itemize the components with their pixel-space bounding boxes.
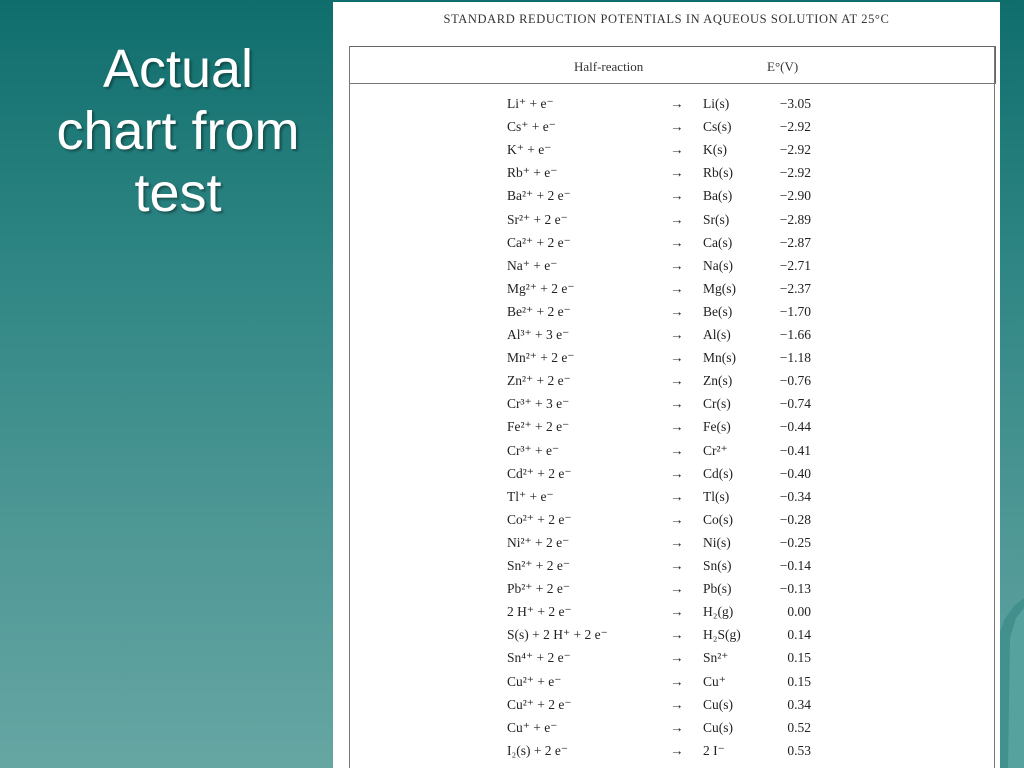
- arrow-cell: →: [670, 442, 684, 458]
- product-cell: Sn(s): [703, 558, 732, 573]
- potential-cell: −2.37: [779, 280, 811, 296]
- table-row: [333, 720, 1000, 743]
- slide-title: [18, 38, 338, 224]
- product-cell: Co(s): [703, 511, 733, 527]
- potential-cell: −0.74: [779, 396, 811, 412]
- title-line-1: Actual: [102, 39, 254, 99]
- potential-cell: −2.87: [779, 234, 811, 250]
- potential-cell: 0.14: [787, 627, 811, 643]
- table-row: [333, 650, 1000, 673]
- product-cell: Cu(s): [703, 719, 733, 735]
- arrow-cell: →: [670, 696, 684, 712]
- potential-cell: −0.14: [779, 558, 811, 573]
- reactant-cell: Mg²⁺ + 2 e⁻: [507, 280, 575, 296]
- potential-cell: −0.28: [779, 511, 811, 527]
- reactant-cell: Al³⁺ + 3 e⁻: [507, 327, 570, 342]
- table-row: [333, 697, 1000, 720]
- product-cell: Cu⁺: [703, 673, 726, 689]
- table-row: [333, 535, 1000, 558]
- arrow-cell: →: [670, 581, 684, 597]
- potential-cell: −2.92: [779, 119, 811, 135]
- table-row: [333, 258, 1000, 281]
- title-line-3: test: [134, 163, 222, 223]
- reactant-cell: Cs⁺ + e⁻: [507, 119, 556, 135]
- potential-cell: −0.25: [779, 534, 811, 550]
- corner-decoration: [996, 598, 1024, 768]
- potential-cell: −0.34: [779, 488, 811, 504]
- arrow-cell: →: [670, 650, 684, 666]
- reactant-cell: Be²⁺ + 2 e⁻: [507, 303, 571, 319]
- arrow-cell: →: [670, 719, 684, 735]
- table-row: [333, 350, 1000, 373]
- product-cell: Zn(s): [703, 373, 733, 389]
- arrow-cell: →: [670, 188, 684, 204]
- table-row: [333, 466, 1000, 489]
- product-cell: Cs(s): [703, 119, 732, 135]
- table-row: [333, 327, 1000, 350]
- arrow-cell: →: [670, 142, 684, 158]
- product-cell: Mn(s): [703, 350, 736, 366]
- reactant-cell: Sn²⁺ + 2 e⁻: [507, 558, 571, 573]
- arrow-cell: →: [670, 373, 684, 389]
- reactant-cell: Ca²⁺ + 2 e⁻: [507, 234, 571, 250]
- table-header-frame: [349, 46, 996, 84]
- arrow-cell: →: [670, 119, 684, 135]
- table-row: [333, 235, 1000, 258]
- arrow-cell: →: [670, 96, 684, 111]
- arrow-cell: →: [670, 165, 684, 181]
- product-cell: 2 I⁻: [703, 742, 725, 758]
- arrow-cell: →: [670, 211, 684, 227]
- potential-cell: −0.40: [779, 465, 811, 481]
- reactant-cell: Cu²⁺ + 2 e⁻: [507, 696, 572, 712]
- header-potential: E°(V): [767, 59, 799, 74]
- product-cell: H₂S(g): [703, 627, 741, 643]
- reactant-cell: I₂(s) + 2 e⁻: [507, 742, 569, 758]
- arrow-cell: →: [670, 534, 684, 550]
- reactant-cell: Sn⁴⁺ + 2 e⁻: [507, 650, 571, 666]
- potential-cell: −3.05: [779, 96, 811, 111]
- product-cell: Cr(s): [703, 396, 731, 412]
- scanned-table-image: [333, 2, 1000, 768]
- reactant-cell: Li⁺ + e⁻: [507, 96, 554, 111]
- table-row: [333, 558, 1000, 581]
- table-row: [333, 581, 1000, 604]
- product-cell: Ca(s): [703, 234, 733, 250]
- table-row: [333, 489, 1000, 512]
- product-cell: Ba(s): [703, 188, 733, 204]
- reactant-cell: Pb²⁺ + 2 e⁻: [507, 581, 571, 597]
- potential-cell: 0.53: [787, 742, 811, 758]
- arrow-cell: →: [670, 673, 684, 689]
- reactant-cell: Cr³⁺ + 3 e⁻: [507, 396, 570, 412]
- potential-cell: −0.76: [779, 373, 811, 389]
- arrow-cell: →: [670, 327, 684, 342]
- reactant-cell: Na⁺ + e⁻: [507, 257, 558, 273]
- product-cell: Sn²⁺: [703, 650, 729, 666]
- product-cell: Al(s): [703, 327, 731, 342]
- product-cell: Cr²⁺: [703, 442, 728, 458]
- reactant-cell: Ba²⁺ + 2 e⁻: [507, 188, 571, 204]
- product-cell: Na(s): [703, 257, 733, 273]
- reactant-cell: S(s) + 2 H⁺ + 2 e⁻: [507, 627, 608, 643]
- potential-cell: −1.18: [779, 350, 811, 366]
- reactant-cell: Rb⁺ + e⁻: [507, 165, 558, 181]
- reactant-cell: Tl⁺ + e⁻: [507, 488, 554, 504]
- arrow-cell: →: [670, 350, 684, 366]
- table-row: [333, 396, 1000, 419]
- product-cell: Li(s): [703, 96, 730, 111]
- product-cell: Fe(s): [703, 419, 731, 435]
- reactant-cell: Ni²⁺ + 2 e⁻: [507, 534, 570, 550]
- title-line-2: chart from: [56, 101, 300, 161]
- potential-cell: −0.41: [779, 442, 811, 458]
- potential-cell: 0.52: [787, 719, 811, 735]
- arrow-cell: →: [670, 257, 684, 273]
- potential-cell: 0.34: [787, 696, 811, 712]
- potential-cell: −0.13: [779, 581, 811, 597]
- arrow-cell: →: [670, 280, 684, 296]
- potential-cell: −2.89: [779, 211, 811, 227]
- product-cell: Cd(s): [703, 465, 733, 481]
- arrow-cell: →: [670, 604, 684, 620]
- product-cell: Pb(s): [703, 581, 732, 597]
- header-half-reaction: Half-reaction: [574, 59, 644, 74]
- potential-cell: −2.90: [779, 188, 811, 204]
- table-row: [333, 512, 1000, 535]
- reactant-cell: Cu⁺ + e⁻: [507, 719, 558, 735]
- reactant-cell: 2 H⁺ + 2 e⁻: [507, 604, 572, 620]
- product-cell: Mg(s): [703, 280, 736, 296]
- potential-cell: 0.15: [787, 650, 811, 666]
- arrow-cell: →: [670, 488, 684, 504]
- reactant-cell: Zn²⁺ + 2 e⁻: [507, 373, 571, 389]
- table-title: STANDARD REDUCTION POTENTIALS IN AQUEOUS SOLUTION AT 25°C: [443, 12, 890, 26]
- product-cell: Be(s): [703, 303, 733, 319]
- table-row: [333, 188, 1000, 211]
- table-row: [333, 304, 1000, 327]
- arrow-cell: →: [670, 234, 684, 250]
- reactant-cell: Cu²⁺ + e⁻: [507, 673, 562, 689]
- table-row: [333, 96, 1000, 119]
- potential-cell: −2.71: [779, 257, 811, 273]
- reactant-cell: Mn²⁺ + 2 e⁻: [507, 350, 575, 366]
- table-row: [333, 281, 1000, 304]
- arrow-cell: →: [670, 419, 684, 435]
- product-cell: Sr(s): [703, 211, 730, 227]
- product-cell: K(s): [703, 142, 727, 158]
- product-cell: Rb(s): [703, 165, 733, 181]
- arrow-cell: →: [670, 465, 684, 481]
- table-row: [333, 373, 1000, 396]
- potential-cell: −0.44: [779, 419, 811, 435]
- reactant-cell: Fe²⁺ + 2 e⁻: [507, 419, 570, 435]
- potential-cell: −1.66: [779, 327, 811, 342]
- table-row: [333, 212, 1000, 235]
- arrow-cell: →: [670, 627, 684, 643]
- arrow-cell: →: [670, 303, 684, 319]
- reactant-cell: Sr²⁺ + 2 e⁻: [507, 211, 568, 227]
- arrow-cell: →: [670, 511, 684, 527]
- potential-cell: 0.15: [787, 673, 811, 689]
- table-row: [333, 743, 1000, 766]
- table-row: [333, 674, 1000, 697]
- potential-cell: −1.70: [779, 303, 811, 319]
- table-row: [333, 165, 1000, 188]
- table-row: [333, 627, 1000, 650]
- table-row: [333, 604, 1000, 627]
- table-row: [333, 142, 1000, 165]
- reactant-cell: Cr³⁺ + e⁻: [507, 442, 560, 458]
- arrow-cell: →: [670, 396, 684, 412]
- potential-cell: −2.92: [779, 165, 811, 181]
- arrow-cell: →: [670, 558, 684, 573]
- product-cell: Cu(s): [703, 696, 733, 712]
- potential-cell: −2.92: [779, 142, 811, 158]
- potential-cell: 0.00: [787, 604, 811, 620]
- product-cell: Tl(s): [703, 488, 730, 504]
- table-row: [333, 119, 1000, 142]
- reactant-cell: Co²⁺ + 2 e⁻: [507, 511, 572, 527]
- reactant-cell: Cd²⁺ + 2 e⁻: [507, 465, 572, 481]
- table-row: [333, 443, 1000, 466]
- product-cell: Ni(s): [703, 534, 731, 550]
- reactant-cell: K⁺ + e⁻: [507, 142, 552, 158]
- table-row: [333, 419, 1000, 442]
- arrow-cell: →: [670, 742, 684, 758]
- product-cell: H₂(g): [703, 604, 734, 620]
